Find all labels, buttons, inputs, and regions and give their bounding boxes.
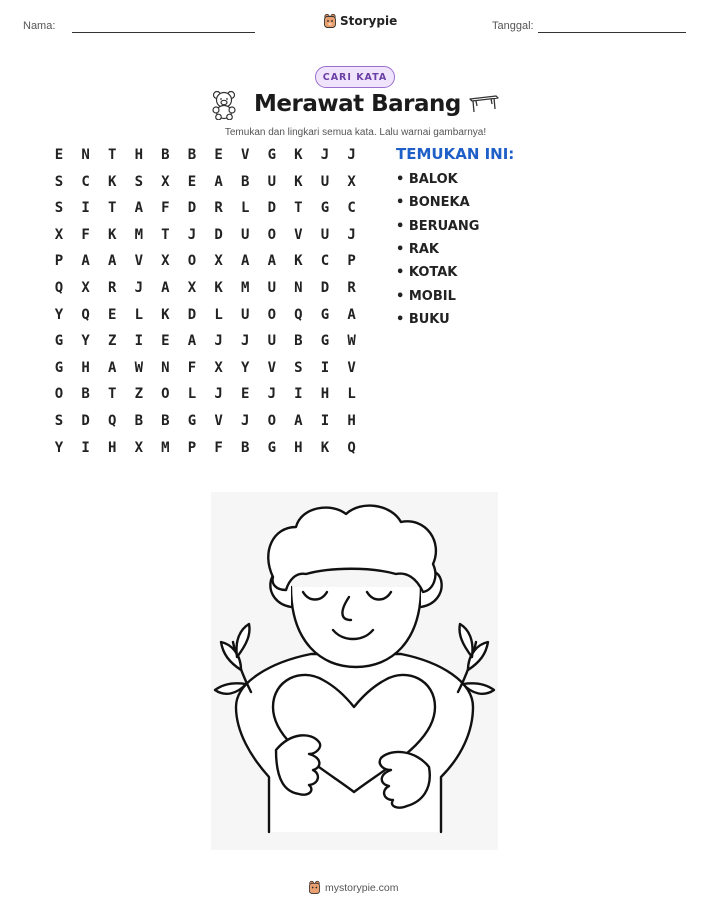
grid-letter: V	[214, 413, 223, 429]
grid-letter: H	[81, 359, 90, 376]
grid-letter: C	[347, 200, 356, 217]
grid-letter: J	[240, 413, 250, 429]
grid-letter: N	[81, 147, 90, 163]
date-label: Tanggal:	[492, 20, 534, 32]
brand-name: Storypie	[340, 14, 398, 28]
grid-letter: J	[214, 386, 223, 403]
grid-letter: J	[134, 280, 144, 296]
grid-letter: O	[54, 386, 64, 403]
grid-letter: V	[347, 359, 356, 376]
find-word-rak: • RAK	[396, 242, 439, 257]
grid-letter: A	[347, 306, 356, 323]
grid-letter: P	[187, 439, 197, 456]
grid-letter: I	[134, 333, 144, 350]
grid-letter: U	[267, 280, 277, 296]
grid-letter: T	[107, 386, 117, 403]
grid-letter: F	[187, 359, 197, 376]
grid-letter: H	[347, 413, 356, 429]
storypie-logo-icon	[323, 13, 337, 29]
grid-letter: J	[320, 147, 330, 163]
grid-letter: H	[320, 386, 330, 403]
grid-letter: O	[267, 306, 277, 323]
grid-letter: L	[347, 386, 356, 403]
find-list-title: TEMUKAN INI:	[396, 145, 515, 163]
grid-letter: Z	[107, 333, 117, 350]
grid-letter: X	[347, 173, 356, 190]
grid-letter: A	[267, 253, 277, 270]
grid-letter: V	[267, 359, 277, 376]
grid-letter: B	[161, 413, 170, 429]
grid-letter: A	[107, 359, 117, 376]
grid-letter: G	[320, 306, 330, 323]
grid-letter: J	[267, 386, 277, 403]
grid-letter: F	[81, 226, 90, 243]
grid-letter: Q	[107, 413, 117, 429]
grid-letter: W	[134, 359, 144, 376]
grid-letter: B	[134, 413, 144, 429]
grid-letter: A	[107, 253, 117, 270]
grid-letter: J	[240, 333, 250, 350]
grid-letter: D	[81, 413, 90, 429]
grid-letter: I	[81, 200, 90, 217]
name-label: Nama:	[23, 20, 56, 32]
grid-letter: G	[320, 333, 330, 350]
grid-letter: A	[81, 253, 90, 270]
grid-letter: R	[214, 200, 223, 217]
grid-letter: L	[214, 306, 223, 323]
grid-letter: F	[214, 439, 223, 456]
grid-letter: N	[161, 359, 170, 376]
grid-letter: A	[214, 173, 223, 190]
grid-letter: V	[134, 253, 144, 270]
grid-letter: X	[187, 280, 197, 296]
grid-letter: K	[320, 439, 330, 456]
grid-letter: S	[54, 200, 64, 217]
grid-letter: Z	[134, 386, 144, 403]
grid-letter: J	[214, 333, 223, 350]
grid-letter: T	[161, 226, 170, 243]
grid-letter: U	[240, 306, 250, 323]
grid-letter: A	[294, 413, 303, 429]
grid-letter: Q	[54, 280, 64, 296]
grid-letter: Q	[81, 306, 90, 323]
grid-letter: K	[107, 173, 117, 190]
grid-letter: J	[187, 226, 197, 243]
grid-letter: G	[54, 333, 64, 350]
grid-letter: B	[240, 439, 250, 456]
grid-letter: D	[320, 280, 330, 296]
grid-letter: E	[107, 306, 117, 323]
grid-letter: I	[320, 359, 330, 376]
boy-holding-heart-drawing	[211, 492, 498, 850]
grid-letter: T	[107, 200, 117, 217]
grid-letter: K	[214, 280, 223, 296]
grid-letter: K	[107, 226, 117, 243]
grid-letter: X	[134, 439, 144, 456]
shelf-icon	[468, 94, 500, 114]
grid-letter: V	[294, 226, 303, 243]
find-word-mobil: • MOBIL	[396, 289, 456, 304]
find-word-beruang: • BERUANG	[396, 219, 480, 234]
grid-letter: Y	[240, 359, 250, 376]
grid-letter: U	[320, 226, 330, 243]
grid-letter: G	[267, 439, 277, 456]
find-word-boneka: • BONEKA	[396, 195, 470, 210]
grid-letter: H	[134, 147, 144, 163]
date-line	[538, 32, 686, 33]
grid-letter: B	[294, 333, 303, 350]
grid-letter: D	[187, 306, 197, 323]
grid-letter: S	[134, 173, 144, 190]
storypie-logo-icon	[308, 880, 321, 895]
grid-letter: M	[161, 439, 170, 456]
grid-letter: L	[134, 306, 144, 323]
find-word-kotak: • KOTAK	[396, 265, 458, 280]
grid-letter: O	[267, 413, 277, 429]
grid-letter: X	[81, 280, 90, 296]
grid-letter: Y	[54, 439, 64, 456]
grid-letter: S	[54, 173, 64, 190]
grid-letter: R	[107, 280, 117, 296]
grid-letter: T	[294, 200, 303, 217]
grid-letter: D	[267, 200, 277, 217]
grid-letter: Q	[294, 306, 303, 323]
grid-letter: S	[294, 359, 303, 376]
grid-letter: K	[294, 253, 303, 270]
grid-letter: P	[54, 253, 64, 270]
grid-letter: U	[267, 333, 277, 350]
grid-letter: I	[81, 439, 90, 456]
grid-letter: A	[187, 333, 197, 350]
coloring-illustration	[211, 492, 498, 850]
grid-letter: J	[347, 147, 356, 163]
grid-letter: E	[214, 147, 223, 163]
grid-letter: M	[134, 226, 144, 243]
grid-letter: U	[240, 226, 250, 243]
grid-letter: U	[267, 173, 277, 190]
grid-letter: D	[187, 200, 197, 217]
name-line	[72, 32, 255, 33]
grid-letter: I	[294, 386, 303, 403]
grid-letter: E	[161, 333, 170, 350]
grid-letter: O	[161, 386, 170, 403]
grid-letter: X	[214, 359, 223, 376]
grid-letter: O	[187, 253, 197, 270]
grid-letter: W	[347, 333, 356, 350]
word-search-badge: CARI KATA	[315, 66, 395, 88]
grid-letter: E	[54, 147, 64, 163]
grid-letter: H	[107, 439, 117, 456]
grid-letter: B	[187, 147, 197, 163]
grid-letter: Q	[347, 439, 356, 456]
grid-letter: C	[81, 173, 90, 190]
grid-letter: E	[240, 386, 250, 403]
grid-letter: X	[214, 253, 223, 270]
grid-letter: B	[161, 147, 170, 163]
grid-letter: N	[294, 280, 303, 296]
grid-letter: L	[240, 200, 250, 217]
footer-url: mystorypie.com	[325, 881, 399, 894]
grid-letter: B	[81, 386, 90, 403]
find-word-balok: • BALOK	[396, 172, 458, 187]
grid-letter: A	[161, 280, 170, 296]
grid-letter: K	[294, 147, 303, 163]
grid-letter: I	[320, 413, 330, 429]
grid-letter: O	[267, 226, 277, 243]
grid-letter: T	[107, 147, 117, 163]
grid-letter: S	[54, 413, 64, 429]
teddy-bear-icon	[211, 90, 237, 120]
grid-letter: E	[187, 173, 197, 190]
grid-letter: U	[320, 173, 330, 190]
grid-letter: G	[320, 200, 330, 217]
find-word-buku: • BUKU	[396, 312, 450, 327]
brand	[323, 13, 397, 29]
grid-letter: B	[240, 173, 250, 190]
grid-letter: L	[187, 386, 197, 403]
grid-letter: Y	[81, 333, 90, 350]
grid-letter: A	[134, 200, 144, 217]
grid-letter: K	[161, 306, 170, 323]
grid-letter: R	[347, 280, 356, 296]
grid-letter: G	[267, 147, 277, 163]
grid-letter: F	[161, 200, 170, 217]
footer	[308, 880, 399, 895]
grid-letter: M	[240, 280, 250, 296]
grid-letter: G	[187, 413, 197, 429]
grid-letter: X	[161, 253, 170, 270]
grid-letter: P	[347, 253, 356, 270]
grid-letter: A	[240, 253, 250, 270]
grid-letter: V	[240, 147, 250, 163]
grid-letter: G	[54, 359, 64, 376]
grid-letter: H	[294, 439, 303, 456]
grid-letter: Y	[54, 306, 64, 323]
page-title: Merawat Barang	[254, 91, 461, 117]
grid-letter: X	[161, 173, 170, 190]
grid-letter: K	[294, 173, 303, 190]
grid-letter: X	[54, 226, 64, 243]
grid-letter: C	[320, 253, 330, 270]
instructions: Temukan dan lingkari semua kata. Lalu warnai gambarnya!	[224, 127, 487, 138]
grid-letter: D	[214, 226, 223, 243]
grid-letter: J	[347, 226, 356, 243]
